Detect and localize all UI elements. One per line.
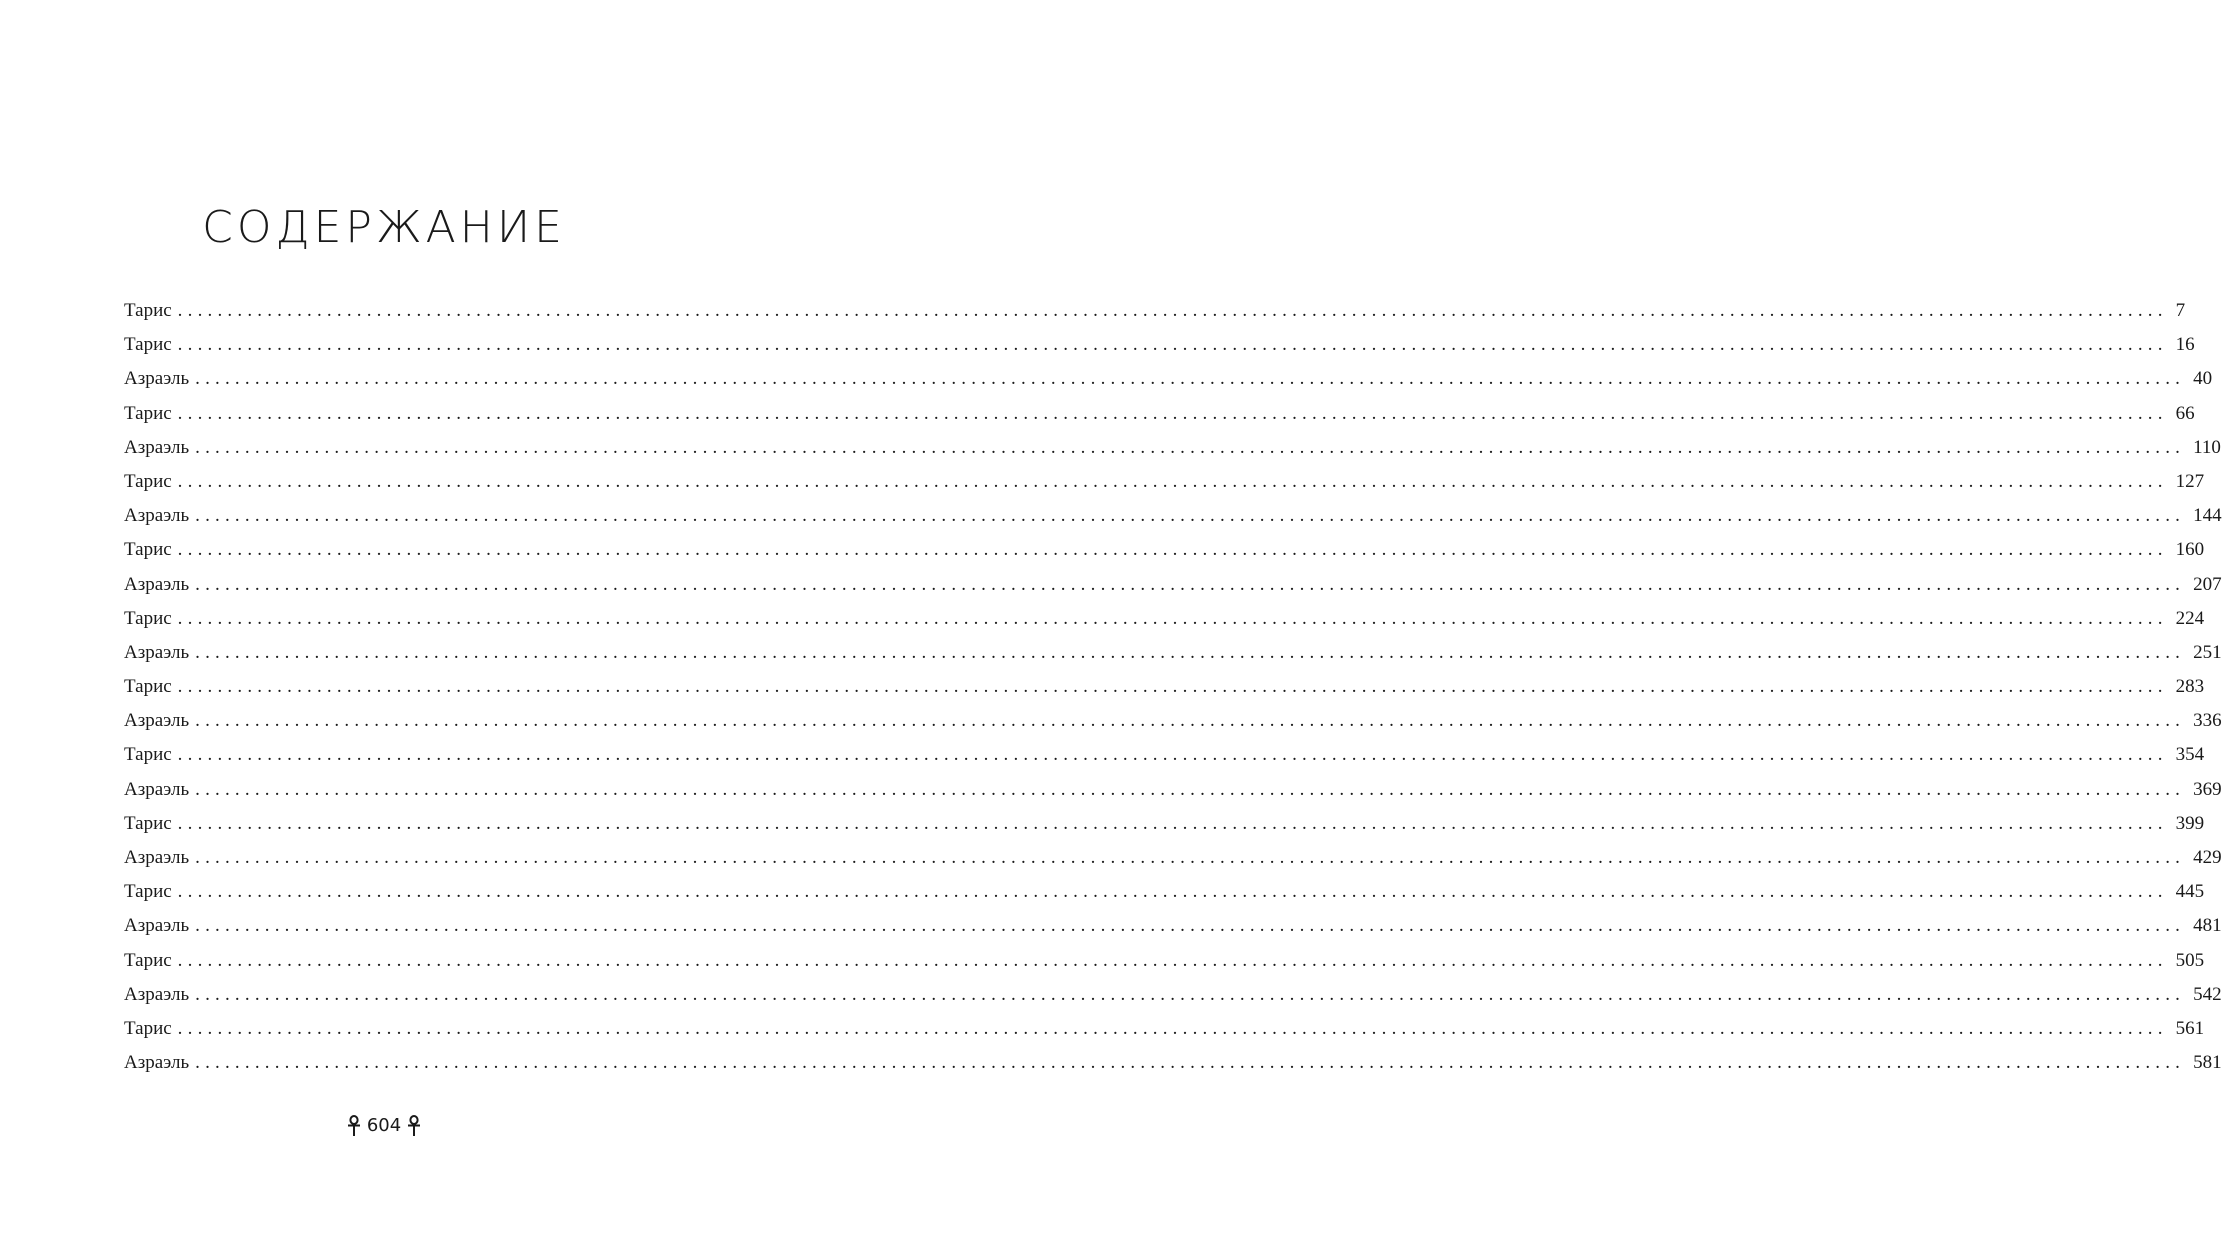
toc-entry-page: 110 [2193,436,2221,458]
toc-entry [124,431,2221,465]
toc-entry-page: 7 [2175,300,2186,321]
toc-leader-dots: ........................................................................................................................................................................................................ [195,1052,2186,1074]
toc-entry [124,1046,2222,1080]
toc-entry-page: 399 [2175,812,2205,834]
toc-entry-page: 581 [2193,1052,2222,1074]
toc-entry-page: 144 [2193,505,2222,527]
toc-leader-dots: ........................................................................................................................................................................................................ [177,300,2168,321]
toc-entry [124,568,2222,602]
toc-entry [124,875,2205,909]
toc-entry-page: 481 [2193,915,2222,937]
page-title: СОДЕРЖАНИЕ [202,202,566,253]
toc-entry [124,602,2205,636]
toc-entry-title: Азраэль [124,915,190,937]
toc-entry [124,944,2205,978]
toc-entry-title: Тарис [124,1017,172,1039]
toc-entry-title: Тарис [124,334,172,356]
toc-entry-title: Тарис [124,812,172,834]
toc-leader-dots: ........................................................................................................................................................................................................ [177,402,2168,424]
toc-leader-dots: ........................................................................................................................................................................................................ [195,505,2186,527]
toc-leader-dots: ........................................................................................................................................................................................................ [177,470,2168,492]
toc-entry [124,636,2222,670]
toc-entry-title: Тарис [124,470,172,492]
toc-leader-dots: ........................................................................................................................................................................................................ [195,983,2186,1005]
toc-entry-page: 160 [2175,539,2205,561]
page-footer [0,1114,768,1138]
toc-entry-page: 16 [2175,334,2195,356]
toc-entry-title: Тарис [124,300,172,321]
toc-entry-title: Азраэль [124,505,190,527]
toc-entry-title: Азраэль [124,573,190,595]
toc-leader-dots: ........................................................................................................................................................................................................ [177,881,2168,903]
toc-entry [124,499,2222,533]
toc-entry [124,670,2205,704]
toc-entry-page: 224 [2175,607,2205,629]
toc-entry [124,841,2222,875]
toc-entry-page: 542 [2193,983,2222,1005]
toc-entry [124,533,2205,567]
toc-entry-title: Азраэль [124,641,190,663]
toc-entry [124,704,2222,738]
toc-entry-title: Азраэль [124,847,190,868]
toc-entry-title: Тарис [124,539,172,561]
toc-leader-dots: ........................................................................................................................................................................................................ [177,607,2168,629]
toc-entry-page: 445 [2175,881,2205,903]
toc-entry-page: 505 [2175,949,2205,971]
toc-entry [124,328,2195,362]
toc-entry [124,397,2195,431]
toc-entry [124,807,2205,841]
toc-leader-dots: ........................................................................................................................................................................................................ [195,573,2186,595]
toc-entry-page: 336 [2193,710,2222,732]
toc-entry [124,738,2205,772]
toc-entry-title: Тарис [124,881,172,903]
toc-entry-title: Тарис [124,949,172,971]
toc-leader-dots: ........................................................................................................................................................................................................ [195,436,2186,458]
toc-entry-title: Азраэль [124,778,190,800]
toc-leader-dots: ........................................................................................................................................................................................................ [177,676,2168,698]
toc-entry [124,465,2205,499]
toc-leader-dots: ........................................................................................................................................................................................................ [177,334,2168,356]
toc-entry-page: 561 [2175,1017,2205,1039]
toc-leader-dots: ........................................................................................................................................................................................................ [195,710,2186,732]
toc-entry-page: 283 [2175,676,2205,698]
toc-entry-title: Азраэль [124,436,190,458]
toc-entry-page: 127 [2175,470,2205,492]
toc-entry-title: Тарис [124,676,172,698]
folio-page-number: 604 [366,1115,402,1136]
toc-entry-title: Азраэль [124,710,190,732]
toc-leader-dots: ........................................................................................................................................................................................................ [177,949,2168,971]
toc-entry-page: 354 [2175,744,2205,766]
toc-entry [124,909,2222,943]
toc-entry-title: Тарис [124,402,172,424]
toc-leader-dots: ........................................................................................................................................................................................................ [195,778,2186,800]
toc-leader-dots: ........................................................................................................................................................................................................ [177,539,2168,561]
toc-entry-page: 429 [2193,847,2222,868]
toc-leader-dots: ........................................................................................................................................................................................................ [195,847,2186,868]
toc-entry-page: 207 [2193,573,2222,595]
toc-leader-dots: ........................................................................................................................................................................................................ [195,915,2186,937]
toc-entry-page: 66 [2175,402,2195,424]
table-of-contents [124,294,2222,1080]
toc-entry-title: Азраэль [124,368,190,390]
toc-leader-dots: ........................................................................................................................................................................................................ [177,1017,2168,1039]
toc-entry [124,362,2213,396]
toc-leader-dots: ........................................................................................................................................................................................................ [177,812,2168,834]
toc-entry-title: Тарис [124,607,172,629]
toc-entry [124,773,2222,807]
toc-entry-page: 40 [2193,368,2213,390]
toc-entry-page: 369 [2193,778,2222,800]
toc-leader-dots: ........................................................................................................................................................................................................ [195,368,2186,390]
toc-entry-title: Азраэль [124,983,190,1005]
toc-entry [124,978,2222,1012]
toc-leader-dots: ........................................................................................................................................................................................................ [177,744,2168,766]
toc-entry [124,1012,2205,1046]
toc-leader-dots: ........................................................................................................................................................................................................ [195,641,2186,663]
toc-entry [124,294,2186,328]
ankh-icon [347,1115,361,1137]
toc-entry-title: Азраэль [124,1052,190,1074]
ankh-icon [407,1115,421,1137]
toc-entry-page: 251 [2193,641,2222,663]
toc-entry-title: Тарис [124,744,172,766]
